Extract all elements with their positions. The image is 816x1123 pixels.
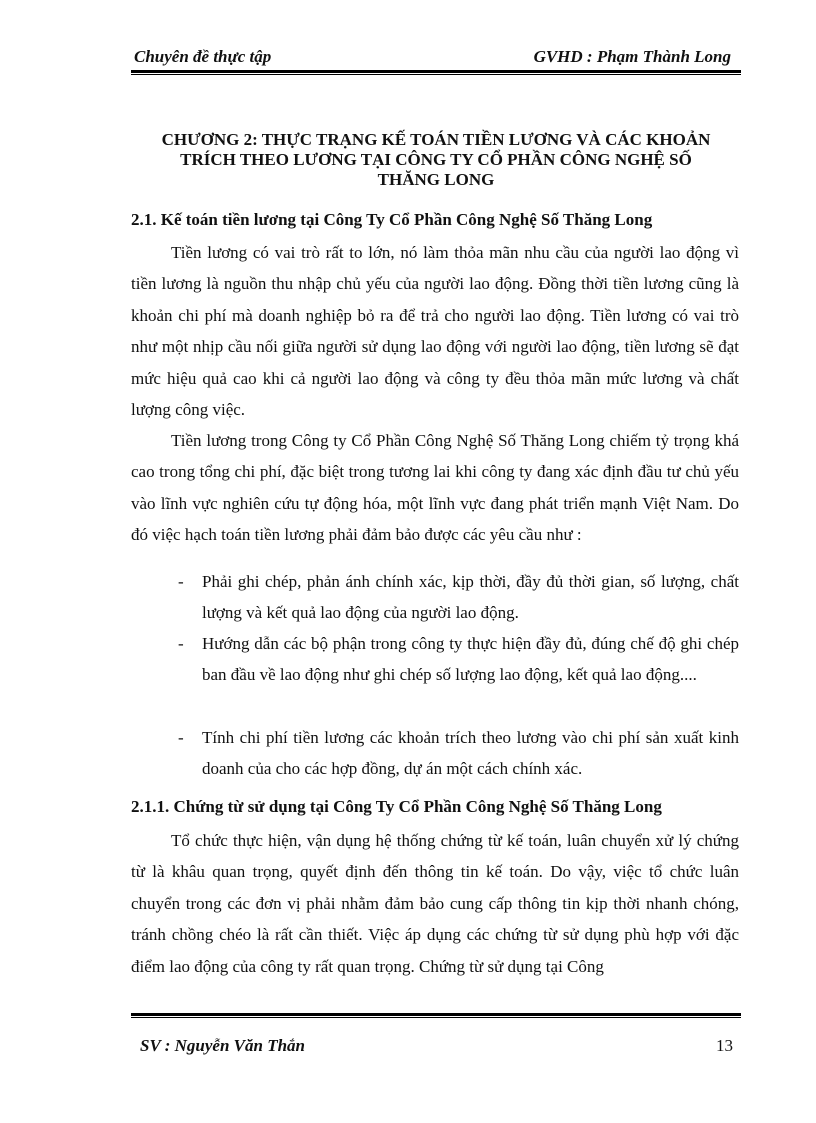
chapter-title [131, 130, 741, 190]
header-divider-thin [131, 74, 741, 75]
list-item-text: Hướng dẫn các bộ phận trong công ty thực hiện đầy đủ, đúng chế độ ghi chép ban đầu về lao động như ghi chép số lượng lao động, kết quả lao động.... [202, 634, 739, 685]
chapter-title-line3: THĂNG LONG [377, 170, 495, 189]
footer-divider-thin [131, 1017, 741, 1018]
chapter-title-line2: TRÍCH THEO LƯƠNG TẠI CÔNG TY CỔ PHẦN CÔNG NGHỆ SỐ [180, 150, 692, 169]
header-title: Chuyên đề thực tập [134, 47, 272, 66]
section-heading-2-1: 2.1. Kế toán tiền lương tại Công Ty Cổ Phần Công Nghệ Số Thăng Long [131, 210, 653, 229]
footer-student: SV : Nguyễn Văn Thắn [140, 1036, 306, 1055]
list-item [178, 722, 739, 785]
list-item-text: Tính chi phí tiền lương các khoản trích theo lương vào chi phí sản xuất kinh doanh của cho các hợp đồng, dự án một cách chính xác. [202, 728, 739, 779]
list-item [178, 628, 739, 691]
bullet-dash: - [178, 572, 184, 591]
header-supervisor: GVHD : Phạm Thành Long [533, 47, 731, 66]
paragraph-documents: Tổ chức thực hiện, vận dụng hệ thống chứng từ kế toán, luân chuyển xử lý chứng từ là khâu quan trọng, quyết định đến thông tin kế toán. Do vậy, việc tổ chức luân chuyển trong các đơn vị phải nhằm đảm bảo cung cấp thông tin kịp thời nhanh chóng, tránh chồng chéo là rất cần thiết. Việc áp dụng các chứng từ sử dụng phù hợp với đặc điểm lao động của công ty rất quan trọng. Chứng từ sử dụng tại Công [131, 831, 739, 976]
paragraph-salary-cost: Tiền lương trong Công ty Cổ Phần Công Nghệ Số Thăng Long chiếm tỷ trọng khá cao trong tổng chi phí, đặc biệt trong tương lai khi công ty đang xác định đầu tư chủ yếu vào lĩnh vực nghiên cứu tự động hóa, một lĩnh vực đang phát triển mạnh Việt Nam. Do đó việc hạch toán tiền lương phải đảm bảo được các yêu cầu như : [131, 431, 739, 545]
footer-divider [131, 1013, 741, 1016]
page-header [131, 47, 741, 69]
paragraph-salary-role: Tiền lương có vai trò rất to lớn, nó làm thỏa mãn nhu cầu của người lao động vì tiền lương là nguồn thu nhập chủ yếu của người lao động. Đồng thời tiền lương cũng là khoản chi phí mà doanh nghiệp bỏ ra để trả cho người lao động. Tiền lương có vai trò như một nhịp cầu nối giữa người sử dụng lao động với người lao động, tiền lương sẽ đạt mức hiệu quả cao khi cả người lao động và công ty đều thỏa mãn mức lương và chất lượng công việc. [131, 243, 739, 420]
section-heading-2-1-1: 2.1.1. Chứng từ sử dụng tại Công Ty Cổ Phần Công Nghệ Số Thăng Long [131, 797, 662, 816]
page-number: 13 [716, 1036, 733, 1055]
list-item-text: Phải ghi chép, phản ánh chính xác, kịp thời, đầy đủ thời gian, số lượng, chất lượng và kết quả lao động của người lao động. [202, 572, 739, 623]
bullet-dash: - [178, 634, 184, 653]
list-item [178, 566, 739, 629]
header-divider [131, 70, 741, 73]
chapter-title-line1: CHƯƠNG 2: THỰC TRẠNG KẾ TOÁN TIỀN LƯƠNG VÀ CÁC KHOẢN [161, 130, 711, 149]
bullet-dash: - [178, 728, 184, 747]
